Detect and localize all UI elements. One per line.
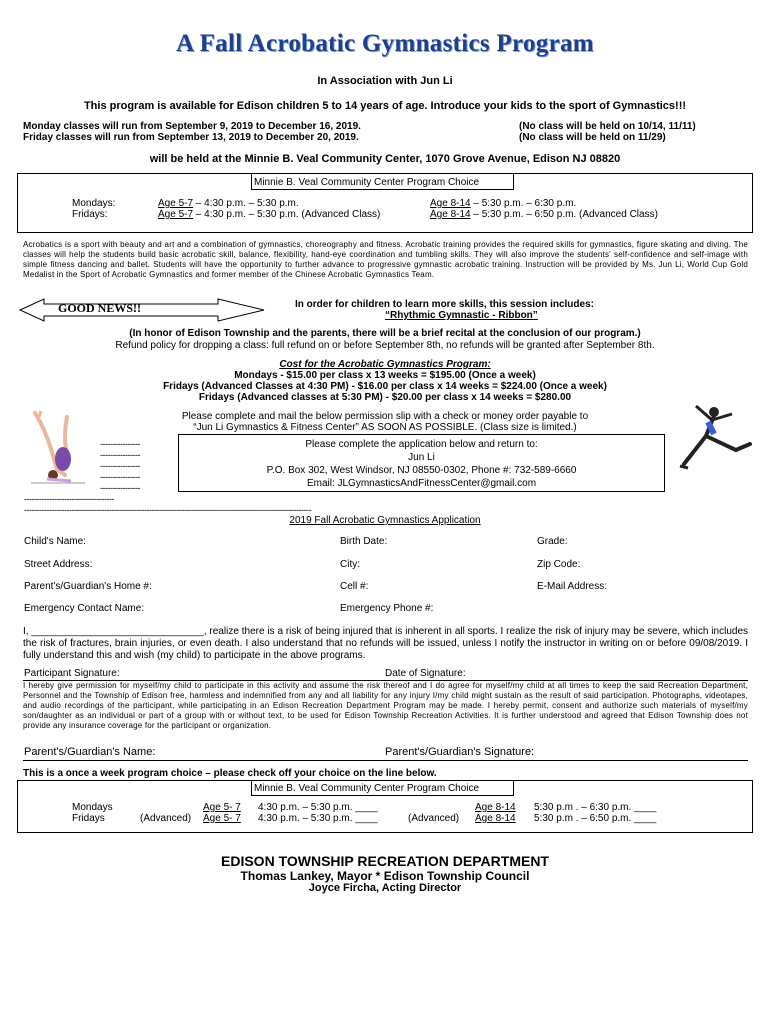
mon-57-choice[interactable]: 4:30 p.m. – 5:30 p.m. ____ [258,802,378,813]
good-news-arrow [18,297,268,323]
cost-line-2: Fridays (Advanced Classes at 4:30 PM) - $16.00 per class x 14 weeks = $224.00 (Once a week) [163,381,607,392]
mon-814-choice[interactable]: 5:30 p.m . – 6:30 p.m. ____ [534,802,657,813]
city-field[interactable]: City: [340,559,360,570]
risk-statement: I, _______________________________, realize there is a risk of being injured that is inherent in all sports. I realize the risk of injury may be severe, which includes the risk of fractures, brain injuries, or even death. I also understand that no refunds will be issued, unless I notify the instructor in writing on or before 09/08/2019. I fully understand this and wish (my child) to participate in the above programs. [23,626,748,661]
friday-run-dates: Friday classes will run from September 13, 2019 to December 20, 2019. [23,132,359,143]
gymnast-right-illustration [676,402,754,478]
guardian-name-field[interactable]: Parent's/Guardian's Name: [24,746,156,758]
fri-814-time: – 5:30 p.m. – 6:50 p.m. (Advanced Class) [470,209,658,220]
news-line-1: In order for children to learn more skills, this session includes: [295,299,594,310]
location-line: will be held at the Minnie B. Veal Community Center, 1070 Grove Avenue, Edison NJ 08820 [149,153,621,165]
fridays-label-2: Fridays [72,813,105,824]
age-57-label-2: Age 5- 7 [203,813,241,824]
age-57-label: Age 5-7 [158,198,194,209]
return-line-3: P.O. Box 302, West Windsor, NJ 08550-0302, Phone #: 732-589-6660 [266,465,577,476]
guardian-signature-field[interactable]: Parent's/Guardian's Signature: [385,746,535,758]
return-line-2: Jun Li [408,452,435,463]
grade-field[interactable]: Grade: [537,536,568,547]
birth-date-field[interactable]: Birth Date: [340,536,388,547]
mon-57-time: – 4:30 p.m. – 5:30 p.m. [193,198,299,209]
association-line: In Association with Jun Li [317,75,453,87]
mail-line-2: “Jun Li Gymnastics & Fitness Center” AS SOON AS POSSIBLE. (Class size is limited.) [193,422,577,433]
mon-814-time: – 5:30 p.m. – 6:30 p.m. [470,198,577,209]
mon-814-row [430,198,576,209]
fri-814-choice[interactable]: 5:30 p.m . – 6:50 p.m. ____ [534,813,657,824]
good-news-badge: GOOD NEWS!! [58,301,142,315]
age-57-label-2: Age 5- 7 [203,802,241,813]
cell-field[interactable]: Cell #: [340,581,369,592]
monday-run-dates: Monday classes will run from September 9, 2019 to December 16, 2019. [23,121,361,132]
cost-line-1: Mondays - $15.00 per class x 13 weeks = $195.00 (Once a week) [234,370,536,381]
date-of-signature-field[interactable]: Date of Signature: [385,668,466,679]
fri-57-row [158,209,380,220]
mondays-label: Mondays: [72,198,116,209]
emergency-contact-field[interactable]: Emergency Contact Name: [24,603,145,614]
footer-director: Joyce Fircha, Acting Director [308,882,462,894]
childs-name-field[interactable]: Child's Name: [24,536,86,547]
dash-line: ---------------- [100,483,140,493]
participant-signature-field[interactable]: Participant Signature: [24,668,120,679]
return-line-4: Email: JLGymnasticsAndFitnessCenter@gmail.com [306,478,537,489]
cost-heading: Cost for the Acrobatic Gymnastics Program: [279,359,491,370]
footer-department: EDISON TOWNSHIP RECREATION DEPARTMENT [221,853,549,869]
refund-line: Refund policy for dropping a class: full refund on or before September 8th, no refunds will be granted after September 8th. [115,340,655,351]
news-line-2: “Rhythmic Gymnastic - Ribbon” [385,310,538,321]
divider [23,760,748,761]
age-814-label: Age 8-14 [430,209,471,220]
advanced-label: (Advanced) [408,813,460,824]
age-814-label-2: Age 8-14 [475,813,516,824]
email-field[interactable]: E-Mail Address: [537,581,608,592]
fri-57-choice[interactable]: 4:30 p.m. – 5:30 p.m. ____ [258,813,378,824]
dash-line: ---------------- [100,472,140,482]
intro-line: This program is available for Edison children 5 to 14 years of age. Introduce your kids to the sport of Gymnastics!!! [83,100,687,112]
cost-line-3: Fridays (Advanced classes at 5:30 PM) - $20.00 per class x 14 weeks = $280.00 [198,392,572,403]
once-week-note: This is a once a week program choice – please check off your choice on the line below. [23,768,437,779]
dash-line: ---------------- [100,450,140,460]
advanced-label: (Advanced) [140,813,192,824]
return-line-1: Please complete the application below and return to: [305,439,538,450]
fri-57-time: – 4:30 p.m. – 5:30 p.m. (Advanced Class) [193,209,381,220]
mondays-label-2: Mondays [72,802,113,813]
age-57-label: Age 5-7 [158,209,194,220]
fri-814-row [430,209,658,220]
dash-line: ------------------------------------ [24,494,114,504]
dash-line: ------------------------------------------------------------------------------------------------------------------- [24,505,312,515]
arrow-icon [18,297,268,323]
program-choice-header: Minnie B. Veal Community Center Program Choice [254,177,480,188]
emergency-phone-field[interactable]: Emergency Phone #: [340,603,434,614]
monday-no-class: (No class will be held on 10/14, 11/11) [519,121,696,132]
street-address-field[interactable]: Street Address: [24,559,93,570]
page-title: A Fall Acrobatic Gymnastics Program [176,30,594,57]
dash-line: ---------------- [100,439,140,449]
home-phone-field[interactable]: Parent's/Guardian's Home #: [24,581,152,592]
mon-57-row [158,198,299,209]
footer-mayor: Thomas Lankey, Mayor * Edison Township Council [240,869,530,883]
recital-line: (In honor of Edison Township and the parents, there will be a brief recital at the conclusion of our program.) [129,328,641,339]
application-title: 2019 Fall Acrobatic Gymnastics Application [289,515,481,526]
program-choice-header-2: Minnie B. Veal Community Center Program Choice [254,783,480,794]
zip-code-field[interactable]: Zip Code: [537,559,581,570]
dash-line: ---------------- [100,461,140,471]
age-814-label-2: Age 8-14 [475,802,516,813]
fridays-label: Fridays: [72,209,108,220]
program-description: Acrobatics is a sport with beauty and art and a combination of gymnastics, choreography and fitness. Acrobatic training provides the required skills for gymnastics, figure skating and diving. The classes will help the students build basic acrobatic skill, balance, flexibility, hand-eye coordination and tumbling skills. They will also improve the students' self-confidence and self-image with simple fitness dancing and ballet. Students will have the opportunity to further advance to progressive gymnastic acrobatic training. Instruction will be provided by Ms. Jun Li, World Cup Gold Medalist in the Sport of Acrobatic Gymnastics and former member of the Chinese Acrobatic Gymnastics Team. [23,240,748,279]
gymnast-left-illustration [27,407,89,489]
age-814-label: Age 8-14 [430,198,471,209]
friday-no-class: (No class will be held on 11/29) [519,132,666,143]
mail-line-1: Please complete and mail the below permission slip with a check or money order payable to [181,411,589,422]
waiver-text: I hereby give permission for myself/my child to participate in this activity and assume the risk thereof and I do agree for myself/my child at all times to keep the said Recreation Department, Personnel and the Township of Edison free, harmless and indemnified from any and all liability for any injury I/my child might sustain as the result of said participation. Photographs, videotapes, and audio recordings of the participant, while participating in an Edison Recreation Department Program may be made. I hereby permit, consent and authorize such materials of myself/my son/daughter as an individual or part of a group with or without text, to be used for Edison Township Recreation Activities. It is further understood and agreed that Edison Township does not provide any insurance coverage for the participant or organization. [23,681,748,730]
